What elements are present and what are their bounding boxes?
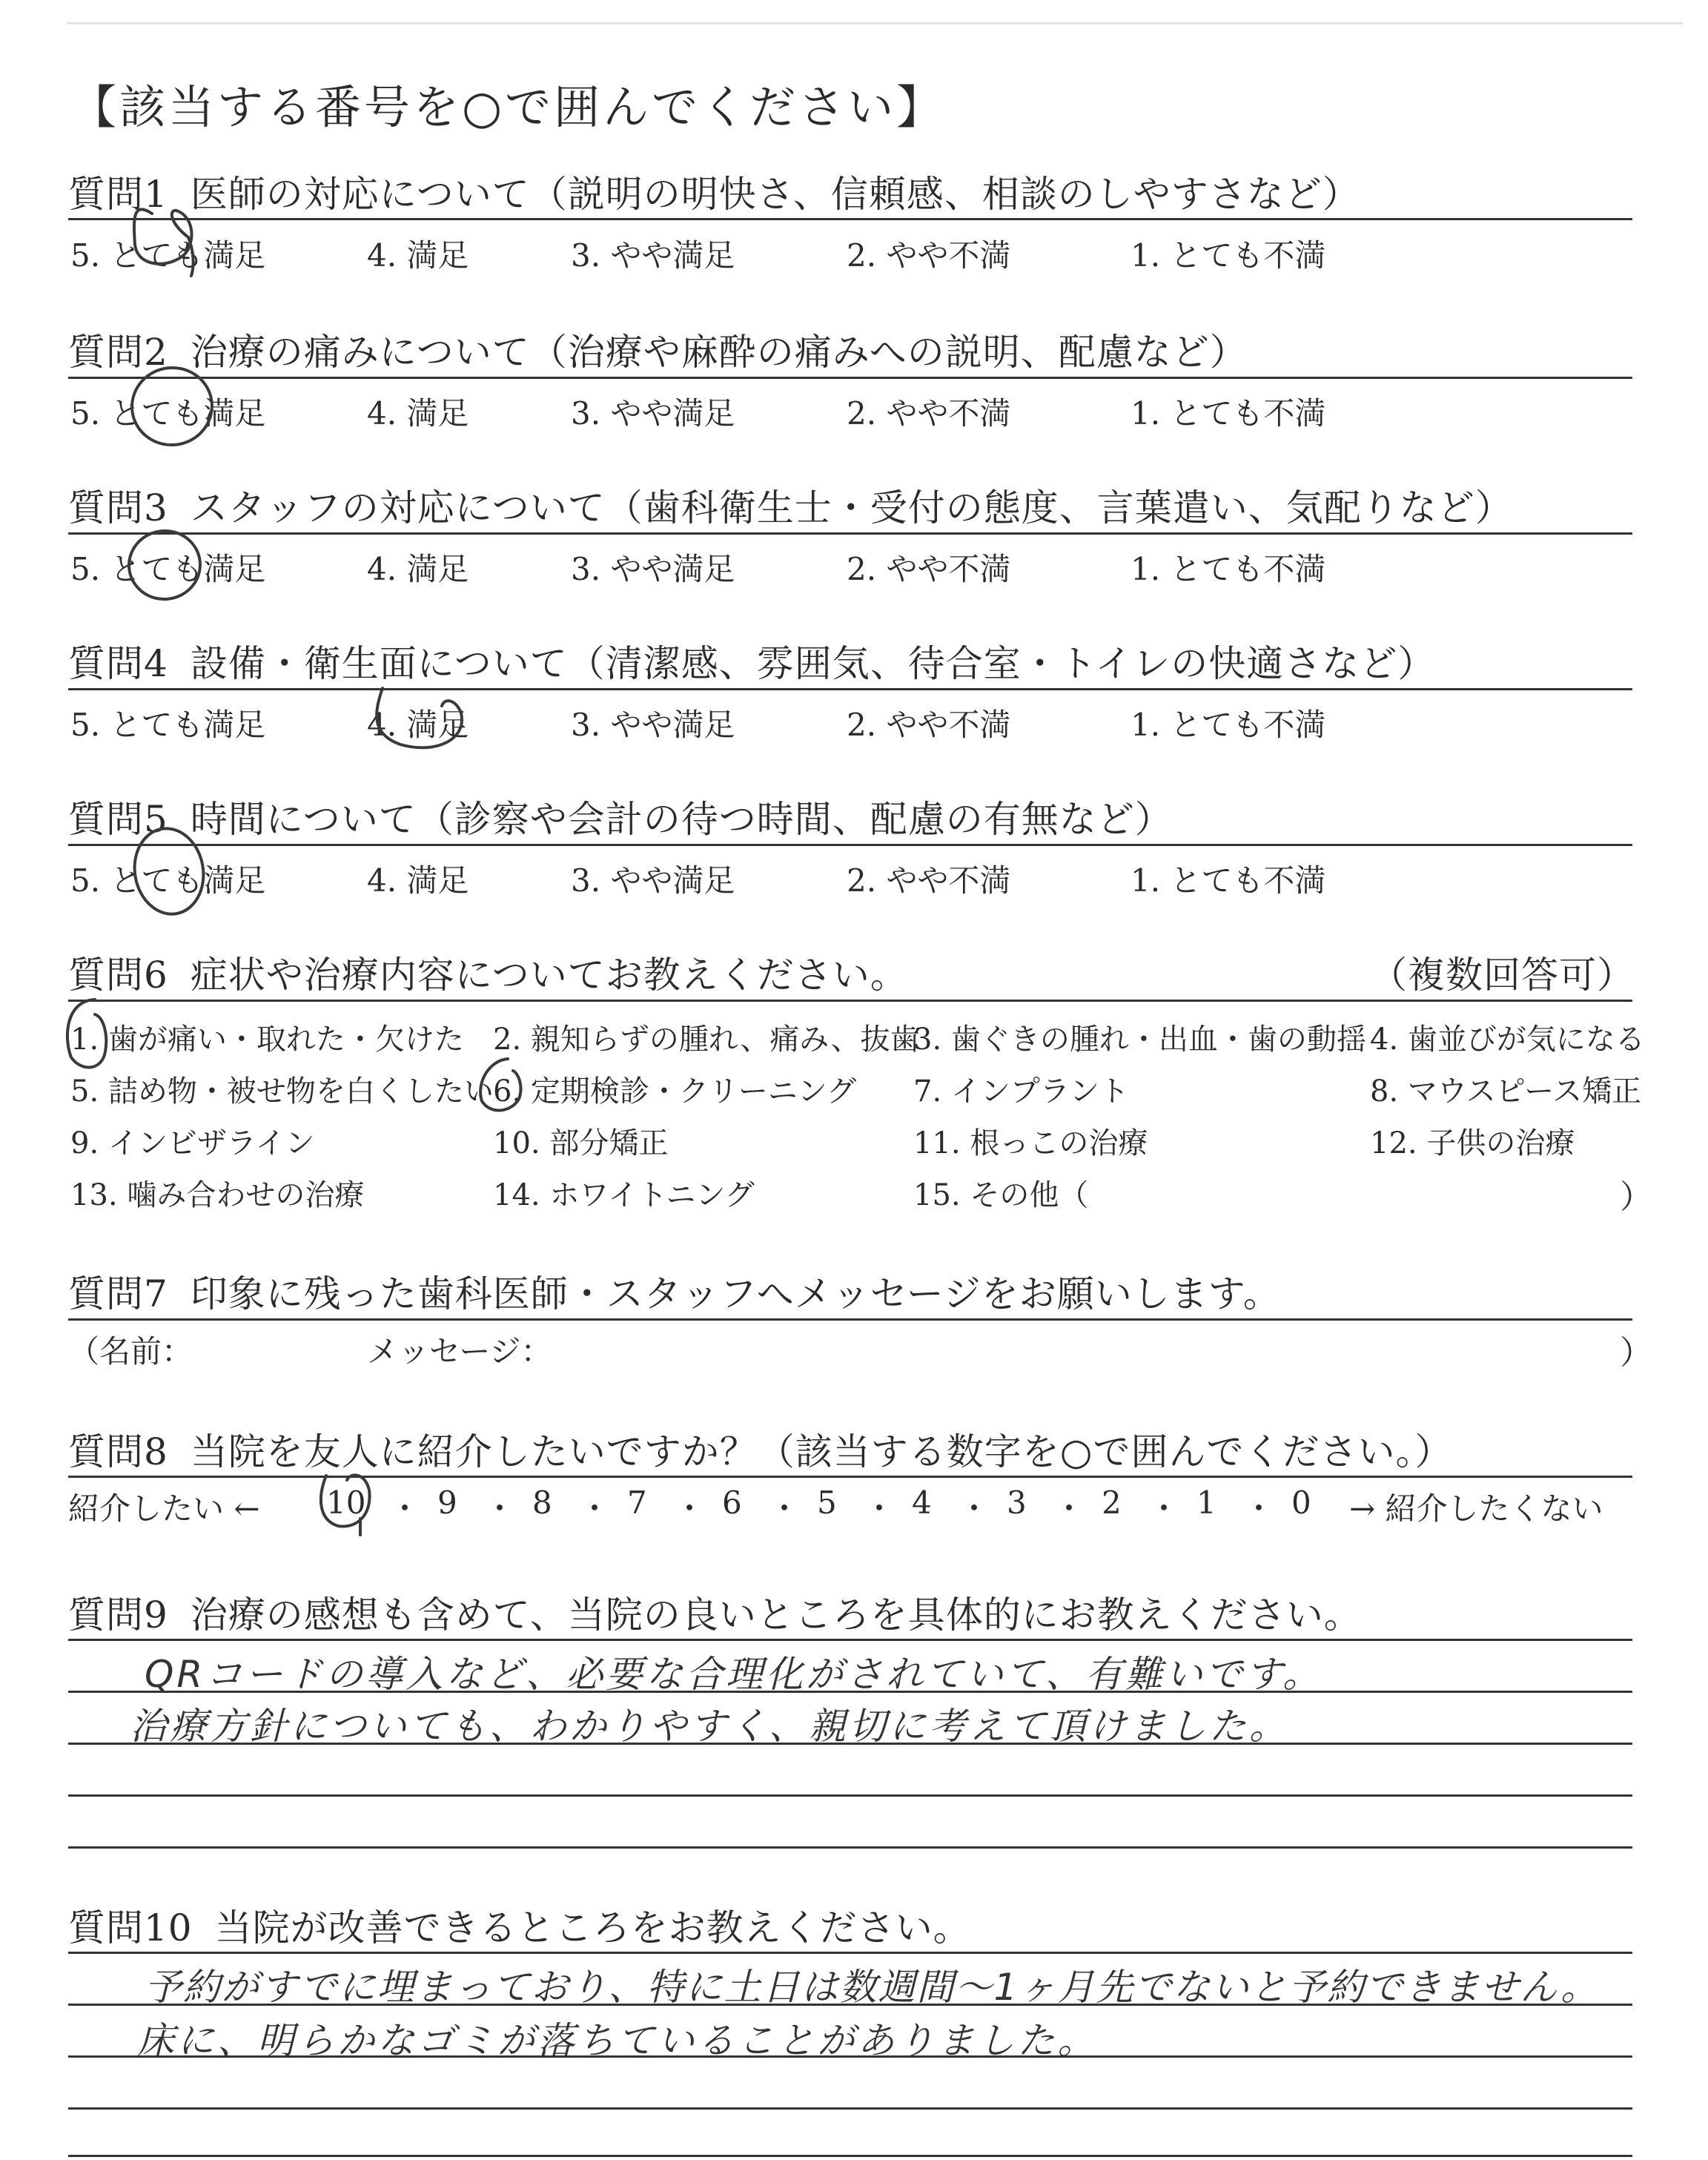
q8-scale-9[interactable]: 9 bbox=[437, 1484, 457, 1521]
question-6-title bbox=[68, 945, 908, 999]
q8-scale-0[interactable]: 0 bbox=[1291, 1484, 1311, 1521]
q6-item-2[interactable]: 2. 親知らずの腫れ、痛み、抜歯 bbox=[493, 1023, 920, 1057]
question-6-number: 質問6 bbox=[68, 954, 168, 997]
question-2-number: 質問2 bbox=[68, 331, 168, 374]
question-3-text: スタッフの対応について（歯科衛生士・受付の態度、言葉遣い、気配りなど） bbox=[190, 486, 1513, 529]
question-1-title bbox=[68, 165, 1360, 218]
q8-scale-6[interactable]: 6 bbox=[722, 1484, 742, 1521]
q6-item-7[interactable]: 7. インプラント bbox=[913, 1074, 1129, 1109]
question-10-text: 当院が改善できるところをお教えください。 bbox=[214, 1906, 971, 1949]
q4-option-2[interactable]: 2. やや不満 bbox=[847, 707, 1011, 743]
q6-item-8[interactable]: 8. マウスピース矯正 bbox=[1370, 1074, 1642, 1109]
q6-item-4[interactable]: 4. 歯並びが気になる bbox=[1370, 1023, 1645, 1057]
q8-sep: ・ bbox=[484, 1490, 516, 1527]
question-1-text: 医師の対応について（説明の明快さ、信頼感、相談のしやすさなど） bbox=[190, 173, 1360, 216]
q4-option-3[interactable]: 3. やや満足 bbox=[571, 707, 735, 743]
q3-option-4[interactable]: 4. 満足 bbox=[367, 551, 469, 587]
q6-item-9[interactable]: 9. インビザライン bbox=[70, 1126, 315, 1160]
question-5-text: 時間について（診察や会計の待つ時間、配慮の有無など） bbox=[190, 798, 1173, 841]
q8-scale-4[interactable]: 4 bbox=[912, 1484, 932, 1521]
q8-scale-10[interactable]: 10 bbox=[326, 1484, 366, 1521]
q8-sep: ・ bbox=[1243, 1490, 1275, 1527]
q2-option-4[interactable]: 4. 満足 bbox=[367, 395, 469, 432]
question-4-title bbox=[68, 634, 1435, 687]
q9-answer-line-1[interactable]: QRコードの導入など、必要な合理化がされていて、有難いです。 bbox=[145, 1653, 1323, 1696]
q3-option-2[interactable]: 2. やや不満 bbox=[847, 551, 1011, 587]
q10-answer-line-1[interactable]: 予約がすでに埋まっており、特に土日は数週間～1ヶ月先でないと予約できません。 bbox=[145, 1966, 1600, 2009]
question-1-rule bbox=[68, 218, 1632, 220]
question-5-rule bbox=[68, 844, 1632, 846]
q4-option-1[interactable]: 1. とても不満 bbox=[1131, 707, 1326, 743]
question-8-text: 当院を友人に紹介したいですか？（該当する数字を○で囲んでください。） bbox=[190, 1430, 1453, 1473]
q6-item-13[interactable]: 13. 噛み合わせの治療 bbox=[70, 1178, 365, 1212]
question-4-rule bbox=[68, 688, 1632, 690]
q8-scale-7[interactable]: 7 bbox=[627, 1484, 647, 1521]
question-1-number: 質問1 bbox=[68, 173, 168, 216]
q4-option-5[interactable]: 5. とても満足 bbox=[70, 707, 266, 743]
question-6-note: （複数回答可） bbox=[1370, 954, 1635, 997]
q8-sep: ・ bbox=[769, 1490, 801, 1527]
question-2-title bbox=[68, 323, 1248, 376]
q3-option-3[interactable]: 3. やや満足 bbox=[571, 551, 735, 587]
question-5-title bbox=[68, 790, 1173, 843]
q5-option-5[interactable]: 5. とても満足 bbox=[70, 862, 266, 899]
q8-scale-8[interactable]: 8 bbox=[532, 1484, 552, 1521]
q2-option-5[interactable]: 5. とても満足 bbox=[70, 395, 266, 432]
question-8-number: 質問8 bbox=[68, 1430, 168, 1473]
question-8-title bbox=[68, 1422, 1452, 1476]
question-7-number: 質問7 bbox=[68, 1272, 168, 1315]
question-3-rule bbox=[68, 532, 1632, 535]
question-2-text: 治療の痛みについて（治療や麻酔の痛みへの説明、配慮など） bbox=[190, 331, 1248, 374]
question-2-rule bbox=[68, 377, 1632, 379]
q10-line-5 bbox=[68, 2155, 1632, 2157]
q8-scale-2[interactable]: 2 bbox=[1102, 1484, 1122, 1521]
question-4-number: 質問4 bbox=[68, 642, 168, 685]
question-9-title bbox=[68, 1585, 1362, 1639]
q6-item-10[interactable]: 10. 部分矯正 bbox=[493, 1126, 669, 1160]
q3-option-1[interactable]: 1. とても不満 bbox=[1131, 551, 1326, 587]
question-6-text: 症状や治療内容についてお教えください。 bbox=[190, 954, 908, 997]
q8-sep: ・ bbox=[674, 1490, 706, 1527]
question-4-text: 設備・衛生面について（清潔感、雰囲気、待合室・トイレの快適さなど） bbox=[190, 642, 1436, 685]
q2-option-1[interactable]: 1. とても不満 bbox=[1131, 395, 1326, 432]
q6-item-1[interactable]: 1. 歯が痛い・取れた・欠けた bbox=[70, 1023, 464, 1057]
question-5-number: 質問5 bbox=[68, 798, 168, 841]
q8-sep: ・ bbox=[579, 1490, 611, 1527]
q8-sep: ・ bbox=[1148, 1490, 1180, 1527]
q5-option-1[interactable]: 1. とても不満 bbox=[1131, 862, 1326, 899]
q5-option-2[interactable]: 2. やや不満 bbox=[847, 862, 1011, 899]
q6-item-6[interactable]: 6. 定期検診・クリーニング bbox=[493, 1074, 857, 1109]
q6-item-5[interactable]: 5. 詰め物・被せ物を白くしたい bbox=[70, 1074, 494, 1109]
q6-item-15[interactable]: 15. その他（ bbox=[913, 1178, 1089, 1212]
q7-message-label: メッセージ： bbox=[367, 1333, 552, 1370]
q10-line-4 bbox=[68, 2107, 1632, 2110]
q8-sep: ・ bbox=[1053, 1490, 1085, 1527]
q2-option-3[interactable]: 3. やや満足 bbox=[571, 395, 735, 432]
q4-option-4[interactable]: 4. 満足 bbox=[367, 707, 469, 743]
q9-line-1 bbox=[68, 1639, 1632, 1641]
q5-option-4[interactable]: 4. 満足 bbox=[367, 862, 469, 899]
question-7-rule bbox=[68, 1318, 1632, 1321]
q10-answer-line-2[interactable]: 床に、明らかなゴミが落ちていることがありました。 bbox=[137, 2019, 1098, 2062]
question-7-text: 印象に残った歯科医師・スタッフへメッセージをお願いします。 bbox=[190, 1272, 1281, 1315]
q8-scale-5[interactable]: 5 bbox=[817, 1484, 837, 1521]
q6-item-3[interactable]: 3. 歯ぐきの腫れ・出血・歯の動揺 bbox=[913, 1023, 1366, 1057]
q7-name-label: （名前： bbox=[68, 1333, 193, 1370]
q8-sep: ・ bbox=[389, 1490, 421, 1527]
question-10-number: 質問10 bbox=[68, 1906, 193, 1949]
q1-option-5[interactable]: 5. とても満足 bbox=[70, 237, 266, 274]
q10-line-1 bbox=[68, 1952, 1632, 1954]
q9-answer-line-2[interactable]: 治療方針についても、わかりやすく、親切に考えて頂けました。 bbox=[130, 1705, 1289, 1748]
q1-option-2[interactable]: 2. やや不満 bbox=[847, 237, 1011, 274]
q6-item-11[interactable]: 11. 根っこの治療 bbox=[913, 1126, 1148, 1160]
q8-left-label: 紹介したい ← bbox=[68, 1490, 260, 1527]
question-10-title bbox=[68, 1898, 971, 1952]
q9-line-5 bbox=[68, 1846, 1632, 1849]
q2-option-2[interactable]: 2. やや不満 bbox=[847, 395, 1011, 432]
q8-scale-1[interactable]: 1 bbox=[1196, 1484, 1217, 1521]
q8-sep: ・ bbox=[864, 1490, 896, 1527]
question-6-rule bbox=[68, 1000, 1632, 1002]
question-9-number: 質問9 bbox=[68, 1593, 168, 1636]
q7-close: ） bbox=[1620, 1334, 1652, 1372]
q8-sep: ・ bbox=[959, 1490, 990, 1527]
q6-item-12[interactable]: 12. 子供の治療 bbox=[1370, 1126, 1575, 1160]
question-7-title bbox=[68, 1264, 1281, 1318]
question-3-title bbox=[68, 478, 1513, 532]
top-border bbox=[67, 22, 1683, 24]
q6-other-close: ） bbox=[1620, 1178, 1652, 1216]
q6-item-14[interactable]: 14. ホワイトニング bbox=[493, 1178, 755, 1212]
question-3-number: 質問3 bbox=[68, 486, 168, 529]
q1-option-1[interactable]: 1. とても不満 bbox=[1131, 237, 1326, 274]
q1-option-3[interactable]: 3. やや満足 bbox=[571, 237, 735, 274]
question-8-rule bbox=[68, 1476, 1632, 1478]
q3-option-5[interactable]: 5. とても満足 bbox=[70, 551, 266, 587]
q9-line-4 bbox=[68, 1794, 1632, 1797]
q1-option-4[interactable]: 4. 満足 bbox=[367, 237, 469, 274]
form-heading: 【該当する番号を○で囲んでください】 bbox=[70, 80, 946, 134]
q5-option-3[interactable]: 3. やや満足 bbox=[571, 862, 735, 899]
q8-right-label: → 紹介したくない bbox=[1349, 1490, 1603, 1527]
question-9-text: 治療の感想も含めて、当院の良いところを具体的にお教えください。 bbox=[190, 1593, 1362, 1636]
q8-scale-3[interactable]: 3 bbox=[1007, 1484, 1027, 1521]
